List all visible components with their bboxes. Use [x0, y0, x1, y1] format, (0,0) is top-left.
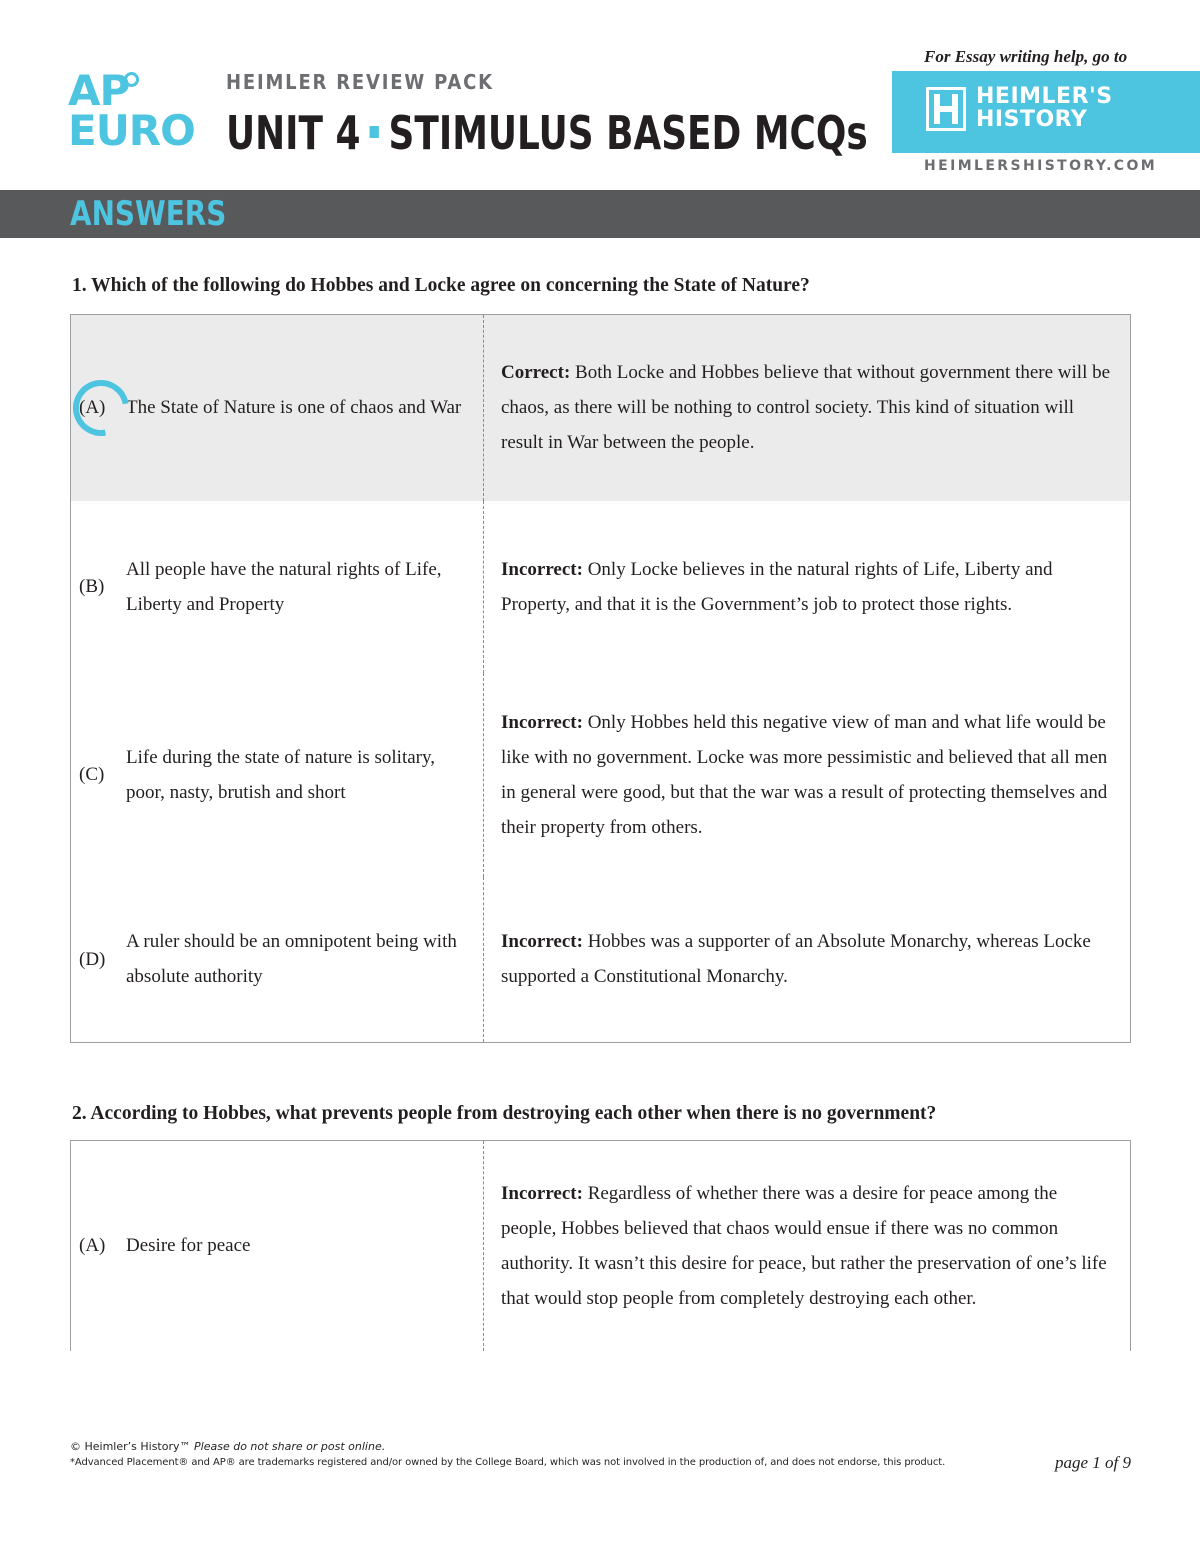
- option-cell: [71, 877, 484, 1043]
- option-letter: (C): [79, 764, 105, 785]
- registered-mark-icon: [124, 72, 139, 87]
- verdict-label: Incorrect:: [501, 558, 583, 580]
- share-notice: Please do not share or post online.: [194, 1440, 386, 1453]
- copyright-text: © Heimler’s History™: [70, 1440, 191, 1453]
- verdict-label: Incorrect:: [501, 1182, 583, 1204]
- unit-label: UNIT 4: [226, 106, 361, 160]
- explanation-cell: [484, 877, 1131, 1043]
- brand-line-2: HISTORY: [976, 107, 1088, 132]
- explanation-text: Hobbes was a supporter of an Absolute Monarchy, whereas Locke supported a Constitutional Monarchy.: [501, 931, 1091, 988]
- option-text: Life during the state of nature is solitary, poor, nasty, brutish and short: [126, 746, 436, 803]
- explanation-text: Regardless of whether there was a desire for peace among the people, Hobbes believed that chaos would ensue if there was no common authority. It wasn’t this desire for peace, but rather the preservation of one’s life that would stop people from completely destroying each other.: [501, 1182, 1107, 1309]
- heimlers-history-logo[interactable]: [892, 71, 1200, 153]
- option-cell: [71, 501, 484, 673]
- title-separator-icon: [370, 126, 379, 138]
- option-text: A ruler should be an omnipotent being with absolute authority: [126, 931, 457, 988]
- footer-trademark: *Advanced Placement® and AP® are trademarks registered and/or owned by the College Board, which was not involved in the production of, and does not endorse, this product.: [70, 1457, 946, 1468]
- explanation-cell: [484, 673, 1131, 877]
- question-2: 2. According to Hobbes, what prevents people from destroying each other when there is no government?: [72, 1103, 937, 1124]
- essay-help-text: For Essay writing help, go to: [924, 47, 1128, 66]
- explanation-text: Both Locke and Hobbes believe that without government there will be chaos, as there will be nothing to control society. This kind of situation will result in War between the people.: [501, 362, 1111, 454]
- answer-row-d: [71, 877, 1131, 1043]
- section-title: ANSWERS: [70, 194, 227, 234]
- option-text: All people have the natural rights of Life, Liberty and Property: [126, 558, 442, 615]
- option-cell: [71, 673, 484, 877]
- option-letter: (B): [79, 576, 105, 597]
- option-text: The State of Nature is one of chaos and War: [126, 397, 462, 419]
- option-text: Desire for peace: [126, 1235, 251, 1257]
- option-letter: (A): [79, 397, 106, 419]
- verdict-label: Correct:: [501, 362, 571, 384]
- explanation-text: Only Hobbes held this negative view of man and what life would be like with no government. Locke was more pessimistic and believed that all men in general were good, but that the war was a result of protecting themselves and their property from others.: [501, 711, 1108, 838]
- option-cell: [71, 315, 484, 501]
- question-2-answer-table: [70, 1140, 1131, 1351]
- brand-name: [976, 85, 1113, 131]
- answer-row-c: [71, 673, 1131, 877]
- correct-answer-circle-icon: [62, 369, 140, 447]
- explanation-text: Only Locke believes in the natural rights of Life, Liberty and Property, and that it is the Government’s job to protect those rights.: [501, 558, 1053, 615]
- answer-row-a: [71, 1141, 1131, 1351]
- logo-ap-text: AP: [68, 66, 130, 115]
- ap-euro-logo: [68, 66, 218, 160]
- option-cell: [71, 1141, 484, 1351]
- page-title: [226, 106, 868, 160]
- answers-section-bar: [0, 190, 1200, 238]
- explanation-cell: [484, 1141, 1131, 1351]
- brand-url-link[interactable]: HEIMLERSHISTORY.COM: [924, 158, 1158, 174]
- title-text: STIMULUS BASED MCQs: [388, 106, 868, 160]
- logo-euro-text: EURO: [68, 106, 195, 155]
- option-letter: (D): [79, 948, 106, 970]
- explanation-cell: [484, 315, 1131, 501]
- verdict-label: Incorrect:: [501, 711, 583, 733]
- question-1: 1. Which of the following do Hobbes and Locke agree on concerning the State of Nature?: [72, 275, 810, 296]
- verdict-label: Incorrect:: [501, 931, 583, 953]
- page-number: page 1 of 9: [1055, 1453, 1132, 1472]
- brand-line-1: HEIMLER'S: [976, 84, 1113, 109]
- pack-label: HEIMLER REVIEW PACK: [226, 70, 494, 94]
- answer-row-b: [71, 501, 1131, 673]
- heimler-h-icon: [926, 87, 966, 131]
- footer-copyright: [70, 1440, 385, 1453]
- answer-row-a: [71, 315, 1131, 501]
- explanation-cell: [484, 501, 1131, 673]
- question-1-answer-table: [70, 314, 1131, 1043]
- option-letter: (A): [79, 1235, 106, 1257]
